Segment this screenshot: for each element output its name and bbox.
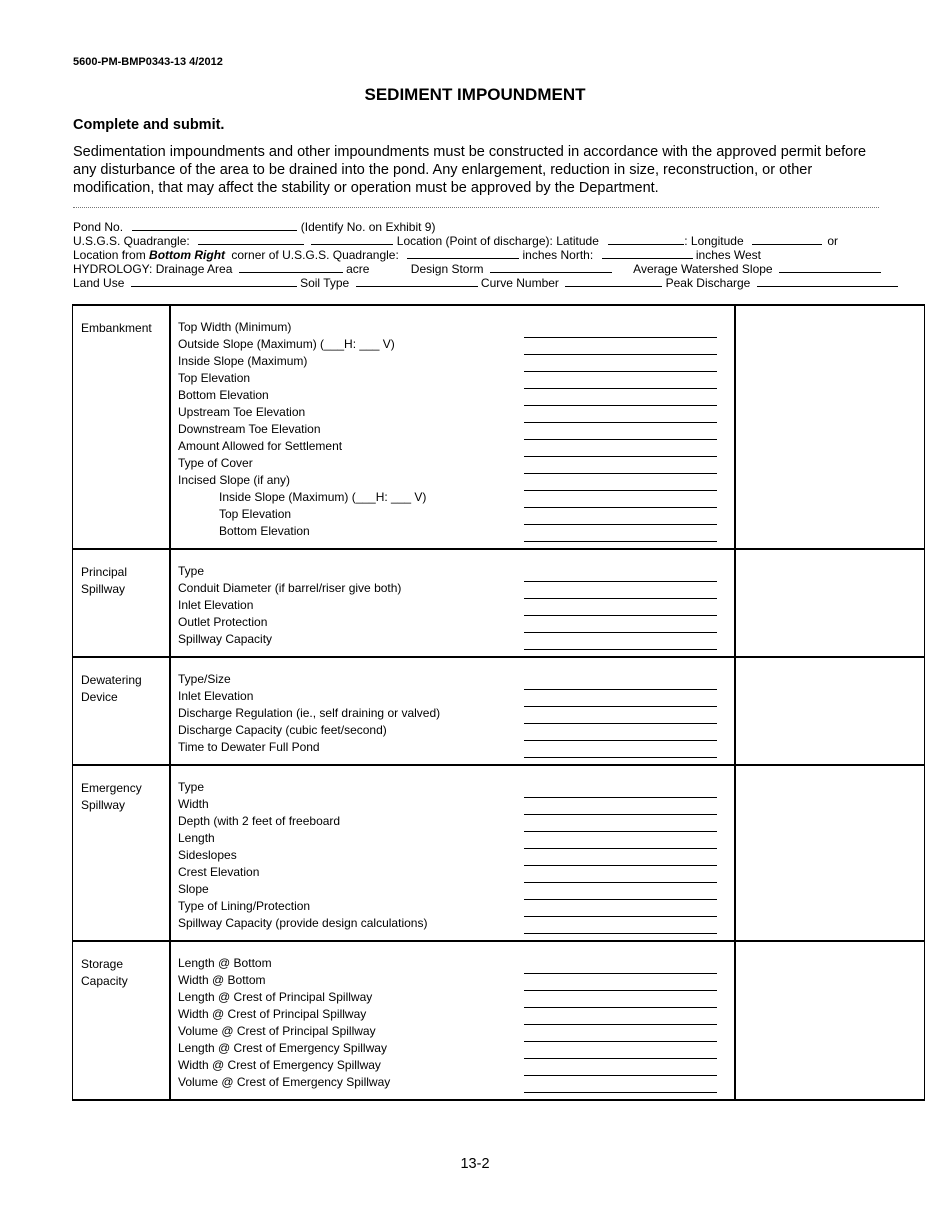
avg-slope-field[interactable] (779, 261, 881, 273)
field-label: Top Elevation (178, 371, 251, 385)
field-row (171, 580, 734, 597)
field-row (171, 336, 734, 353)
field-label: Type of Cover (178, 456, 253, 470)
section-notes-emergency-spillway[interactable] (735, 765, 925, 941)
section-notes-embankment[interactable] (735, 305, 925, 549)
pond-no-field[interactable] (132, 219, 297, 231)
field-label: Inlet Elevation (178, 689, 254, 703)
field-label: Upstream Toe Elevation (178, 405, 306, 419)
soil-type-label: Soil Type (300, 276, 350, 290)
quadrangle-field-1[interactable] (198, 233, 304, 245)
field-row (171, 614, 734, 631)
intro-paragraph: Sedimentation impoundments and other impoundments must be constructed in accordance with the approved permit before any disturbance of the area to be drained into the pond. Any enlargement, reduction in size, reconstruction, or other modification, that may affect the stability or operation must be approved by the Department. (73, 144, 867, 196)
pond-no-note: (Identify No. on Exhibit 9) (300, 220, 436, 234)
field-label: Downstream Toe Elevation (178, 422, 321, 436)
section-notes-storage-capacity[interactable] (735, 941, 925, 1100)
quadrangle-distance-field[interactable] (407, 247, 519, 259)
location-from-label: Location from (73, 248, 146, 262)
field-label: Width @ Crest of Principal Spillway (178, 1007, 367, 1021)
field-row (171, 898, 734, 915)
field-row (171, 353, 734, 370)
section-row (73, 549, 925, 657)
field-label: Depth (with 2 feet of freeboard (178, 814, 341, 828)
field-row (171, 404, 734, 421)
curve-number-label: Curve Number (480, 276, 559, 290)
field-input-line[interactable] (524, 649, 717, 650)
bottom-right-label: Bottom Right (149, 248, 226, 262)
location-from-row (73, 247, 761, 262)
drainage-area-field[interactable] (239, 261, 343, 273)
acre-label: acre (346, 262, 370, 276)
section-label-storage-capacity: Storage Capacity (73, 941, 171, 1100)
field-input-line[interactable] (524, 541, 717, 542)
or-label: or (827, 234, 838, 248)
land-use-label: Land Use (73, 276, 125, 290)
field-row (171, 881, 734, 898)
field-row (171, 796, 734, 813)
soil-type-field[interactable] (356, 275, 478, 287)
field-label: Width @ Crest of Emergency Spillway (178, 1058, 381, 1072)
inches-north-field[interactable] (602, 247, 693, 259)
field-row (171, 688, 734, 705)
longitude-field[interactable] (752, 233, 822, 245)
quadrangle-row (73, 233, 838, 248)
field-label: Length @ Crest of Principal Spillway (178, 990, 373, 1004)
section-label-principal-spillway: Principal Spillway (73, 549, 171, 657)
field-label: Outlet Protection (178, 615, 268, 629)
field-row (171, 387, 734, 404)
hydrology-row (73, 261, 881, 276)
field-row (171, 1074, 734, 1091)
field-label: Length (178, 831, 215, 845)
field-row (171, 597, 734, 614)
field-label: Length @ Bottom (178, 956, 272, 970)
field-row (171, 523, 734, 540)
section-notes-dewatering-device[interactable] (735, 657, 925, 765)
longitude-label: : Longitude (684, 234, 744, 248)
field-label: Inside Slope (Maximum) (___H: ___ V) (219, 490, 427, 504)
inches-north-label: inches North: (522, 248, 594, 262)
land-use-field[interactable] (131, 275, 297, 287)
field-label: Inlet Elevation (178, 598, 254, 612)
field-input-line[interactable] (524, 757, 717, 758)
field-row (171, 989, 734, 1006)
field-label: Length @ Crest of Emergency Spillway (178, 1041, 387, 1055)
field-label: Incised Slope (if any) (178, 473, 291, 487)
location-discharge-label: Location (Point of discharge): Latitude (396, 234, 599, 248)
field-label: Volume @ Crest of Principal Spillway (178, 1024, 376, 1038)
peak-discharge-label: Peak Discharge (665, 276, 751, 290)
field-row (171, 489, 734, 506)
field-label: Top Width (Minimum) (178, 320, 292, 334)
field-row (171, 1057, 734, 1074)
field-label: Slope (178, 882, 209, 896)
field-row (171, 1006, 734, 1023)
field-label: Crest Elevation (178, 865, 260, 879)
field-row (171, 779, 734, 796)
section-row (73, 765, 925, 941)
pond-no-row (73, 219, 435, 234)
dotted-divider (73, 207, 879, 208)
field-row (171, 319, 734, 336)
field-label: Type (178, 780, 205, 794)
quadrangle-label: U.S.G.S. Quadrangle: (73, 234, 190, 248)
section-fields-principal-spillway (170, 549, 735, 657)
section-fields-dewatering-device (170, 657, 735, 765)
field-row (171, 506, 734, 523)
curve-number-field[interactable] (565, 275, 662, 287)
field-label: Discharge Regulation (ie., self draining or valved) (178, 706, 441, 720)
field-row (171, 813, 734, 830)
section-label-embankment: Embankment (73, 305, 171, 549)
field-row (171, 915, 734, 932)
field-row (171, 864, 734, 881)
field-row (171, 830, 734, 847)
field-row (171, 472, 734, 489)
field-row (171, 671, 734, 688)
field-row (171, 455, 734, 472)
section-notes-principal-spillway[interactable] (735, 549, 925, 657)
section-label-emergency-spillway: Emergency Spillway (73, 765, 171, 941)
field-row (171, 739, 734, 756)
field-label: Width (178, 797, 209, 811)
design-storm-field[interactable] (490, 261, 612, 273)
field-label: Bottom Elevation (178, 388, 269, 402)
drainage-area-label: HYDROLOGY: Drainage Area (73, 262, 233, 276)
section-fields-storage-capacity (170, 941, 735, 1100)
field-label: Spillway Capacity (provide design calculations) (178, 916, 428, 930)
field-label: Conduit Diameter (if barrel/riser give both) (178, 581, 402, 595)
field-label: Width @ Bottom (178, 973, 266, 987)
peak-discharge-field[interactable] (757, 275, 898, 287)
design-storm-label: Design Storm (410, 262, 484, 276)
avg-slope-label: Average Watershed Slope (633, 262, 773, 276)
field-label: Time to Dewater Full Pond (178, 740, 320, 754)
field-label: Outside Slope (Maximum) (___H: ___ V) (178, 337, 395, 351)
field-row (171, 705, 734, 722)
field-row (171, 847, 734, 864)
page-title: SEDIMENT IMPOUNDMENT (364, 85, 586, 104)
instruction-text: Complete and submit. (73, 117, 225, 133)
impoundment-form-table (72, 304, 925, 1101)
field-row (171, 972, 734, 989)
field-input-line[interactable] (524, 1092, 717, 1093)
field-label: Inside Slope (Maximum) (178, 354, 308, 368)
field-row (171, 631, 734, 648)
field-row (171, 438, 734, 455)
field-label: Bottom Elevation (219, 524, 310, 538)
field-row (171, 421, 734, 438)
field-row (171, 722, 734, 739)
field-label: Spillway Capacity (178, 632, 273, 646)
field-label: Volume @ Crest of Emergency Spillway (178, 1075, 391, 1089)
field-input-line[interactable] (524, 933, 717, 934)
latitude-field[interactable] (608, 233, 684, 245)
page-number: 13-2 (460, 1156, 490, 1172)
field-label: Type of Lining/Protection (178, 899, 311, 913)
field-label: Top Elevation (219, 507, 292, 521)
field-row (171, 1023, 734, 1040)
section-row (73, 305, 925, 549)
field-label: Amount Allowed for Settlement (178, 439, 343, 453)
section-row (73, 657, 925, 765)
field-row (171, 955, 734, 972)
corner-of-label: corner of U.S.G.S. Quadrangle: (231, 248, 399, 262)
field-label: Sideslopes (178, 848, 237, 862)
form-code: 5600-PM-BMP0343-13 4/2012 (73, 56, 223, 68)
field-label: Type (178, 564, 205, 578)
section-fields-emergency-spillway (170, 765, 735, 941)
inches-west-label: inches West (695, 248, 762, 262)
field-label: Discharge Capacity (cubic feet/second) (178, 723, 387, 737)
section-fields-embankment (170, 305, 735, 549)
field-label: Type/Size (178, 672, 231, 686)
section-label-dewatering-device: Dewatering Device (73, 657, 171, 765)
field-row (171, 1040, 734, 1057)
field-row (171, 370, 734, 387)
land-use-row (73, 275, 898, 290)
section-row (73, 941, 925, 1100)
field-row (171, 563, 734, 580)
quadrangle-field-2[interactable] (311, 233, 393, 245)
pond-no-label: Pond No. (73, 220, 124, 234)
